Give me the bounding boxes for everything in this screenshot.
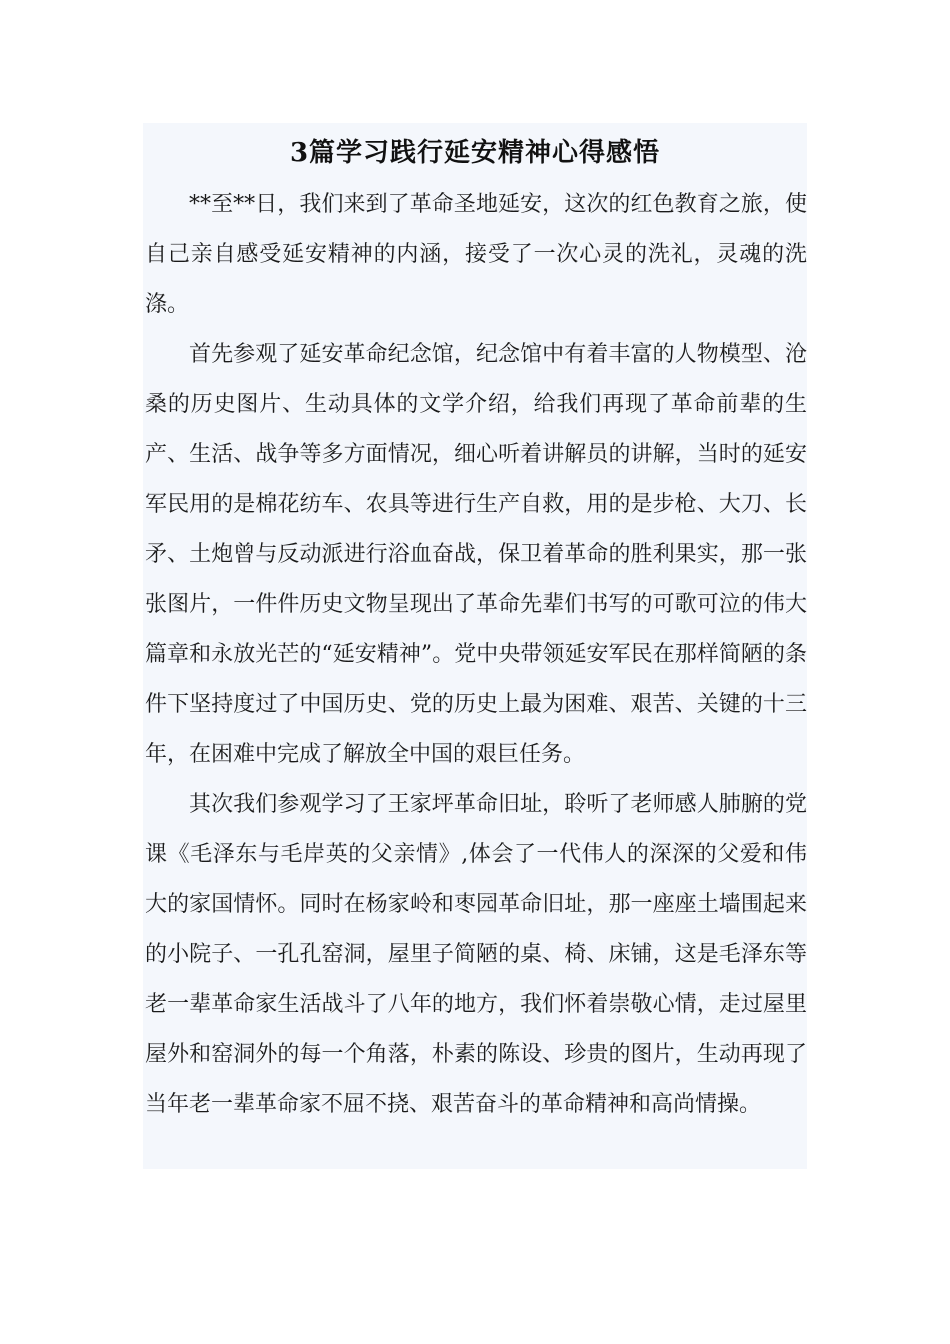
document-title: 3篇学习践行延安精神心得感悟 bbox=[289, 138, 661, 168]
paragraph-3: 其次我们参观学习了王家坪革命旧址，聆听了老师感人肺腑的党课《毛泽东与毛岸英的父亲情》,体会了一代伟人的深深的父爱和伟大的家国情怀。同时在杨家岭和枣园革命旧址，那一座座土墙围起来的小院子、一孔孔窑洞，屋里子简陋的桌、椅、床铺，这是毛泽东等老一辈革命家生活战斗了八年的地方，我们怀着崇敬心情，走过屋里屋外和窑洞外的每一个角落，朴素的陈设、珍贵的图片，生动再现了当年老一辈革命家不屈不挠、艰苦奋斗的革命精神和高尚情操。 bbox=[145, 792, 807, 1117]
paragraph-1: **至**日，我们来到了革命圣地延安，这次的红色教育之旅，使自己亲自感受延安精神的内涵，接受了一次心灵的洗礼，灵魂的洗涤。 bbox=[145, 192, 807, 317]
document-content bbox=[143, 123, 807, 1169]
document-body bbox=[145, 180, 807, 1130]
paragraph-2: 首先参观了延安革命纪念馆，纪念馆中有着丰富的人物模型、沧桑的历史图片、生动具体的文学介绍，给我们再现了革命前辈的生产、生活、战争等多方面情况，细心听着讲解员的讲解，当时的延安军民用的是棉花纺车、农具等进行生产自救，用的是步枪、大刀、长矛、土炮曾与反动派进行浴血奋战，保卫着革命的胜利果实，那一张张图片，一件件历史文物呈现出了革命先辈们书写的可歌可泣的伟大篇章和永放光芒的“延安精神”。党中央带领延安军民在那样简陋的条件下坚持度过了中国历史、党的历史上最为困难、艰苦、关键的十三年，在困难中完成了解放全中国的艰巨任务。 bbox=[145, 342, 807, 767]
